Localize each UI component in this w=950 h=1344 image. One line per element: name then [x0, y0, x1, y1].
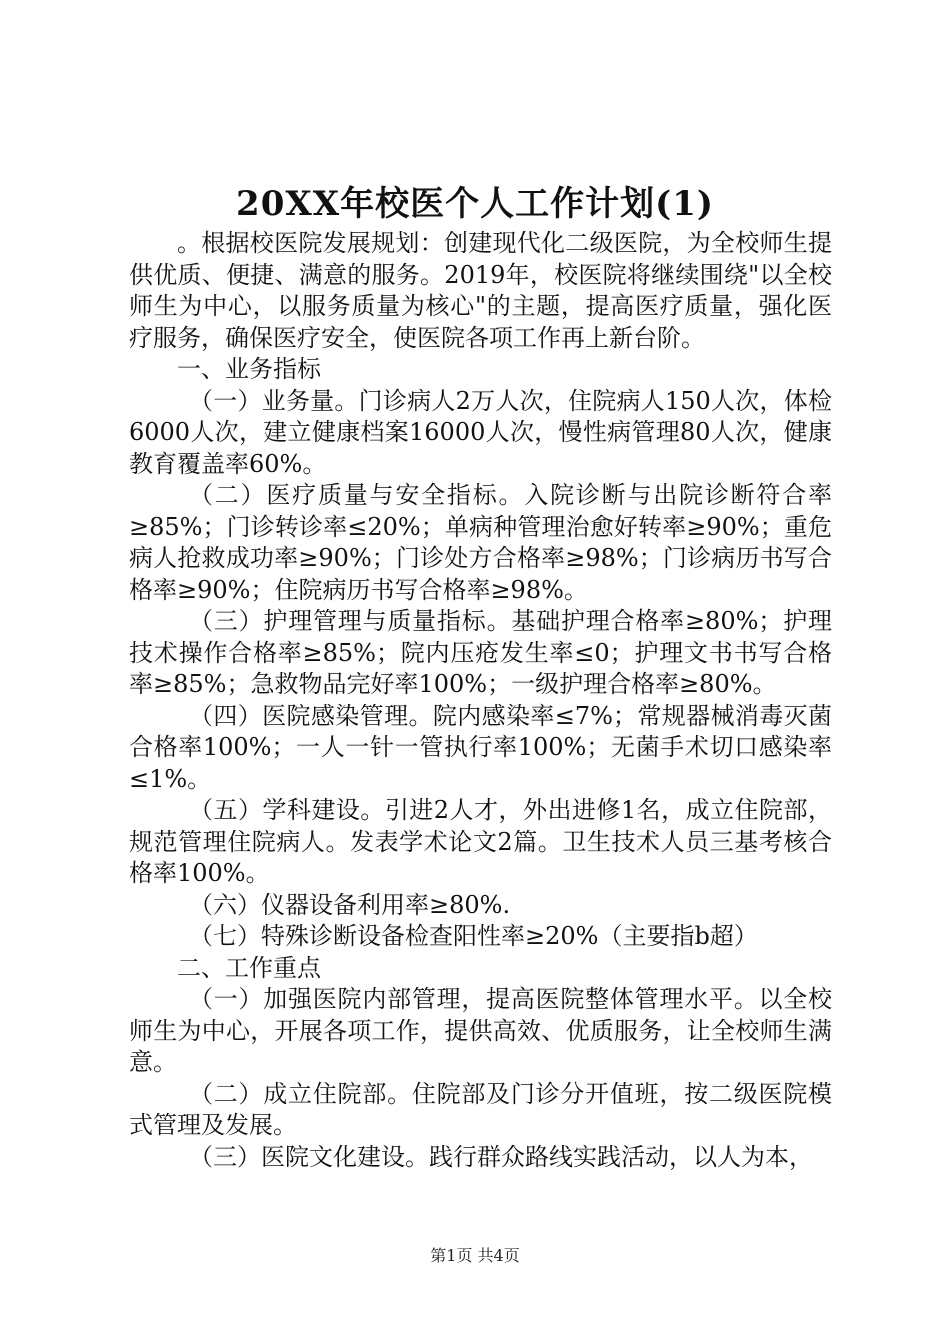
paragraph-inpatient-department: （二）成立住院部。住院部及门诊分开值班，按二级医院模式管理及发展。 — [129, 1079, 832, 1139]
intro-paragraph: 。根据校医院发展规划：创建现代化二级医院，为全校师生提供优质、便捷、满意的服务。2019年，校医院将继续围绕"以全校师生为中心，以服务质量为核心"的主题，提高医疗质量，强化医疗服务，确保医疗安全，使医院各项工作再上新台阶。 — [129, 229, 832, 352]
document-title: 20XX年校医个人工作计划(1) — [236, 184, 714, 224]
paragraph-infection-management: （四）医院感染管理。院内感染率≤7%；常规器械消毒灭菌合格率100%；一人一针一管执行率100%；无菌手术切口感染率≤1%。 — [129, 701, 832, 793]
paragraph-nursing-quality: （三）护理管理与质量指标。基础护理合格率≥80%；护理技术操作合格率≥85%；院内压疮发生率≤0；护理文书书写合格率≥85%；急救物品完好率100%；一级护理合格率≥80%。 — [129, 607, 832, 698]
paragraph-discipline-building: （五）学科建设。引进2人才，外出进修1名，成立住院部，规范管理住院病人。发表学术论文2篇。卫生技术人员三基考核合格率100%。 — [129, 796, 832, 887]
section-heading-business-indicators: 一、业务指标 — [177, 355, 321, 383]
paragraph-equipment-utilization: （六）仪器设备利用率≥80%. — [189, 890, 511, 919]
paragraph-internal-management: （一）加强医院内部管理，提高医院整体管理水平。以全校师生为中心，开展各项工作，提供高效、优质服务，让全校师生满意。 — [129, 985, 832, 1076]
paragraph-hospital-culture: （三）医院文化建设。践行群众路线实践活动，以人为本， — [189, 1142, 813, 1171]
paragraph-business-volume: （一）业务量。门诊病人2万人次，住院病人150人次，体检6000人次，建立健康档案16000人次，慢性病管理80人次，健康教育覆盖率60%。 — [129, 386, 832, 478]
section-heading-work-focus: 二、工作重点 — [177, 953, 321, 982]
document-body — [129, 228, 832, 1173]
page-footer: 第1页 共4页 — [430, 1246, 520, 1265]
paragraph-diagnostic-positive-rate: （七）特殊诊断设备检查阳性率≥20%（主要指b超） — [189, 922, 758, 950]
paragraph-medical-quality: （二）医疗质量与安全指标。入院诊断与出院诊断符合率≥85%；门诊转诊率≤20%；单病种管理治愈好转率≥90%；重危病人抢救成功率≥90%；门诊处方合格率≥98%；门诊病历书写合格率≥90%；住院病历书写合格率≥98%。 — [129, 481, 832, 604]
